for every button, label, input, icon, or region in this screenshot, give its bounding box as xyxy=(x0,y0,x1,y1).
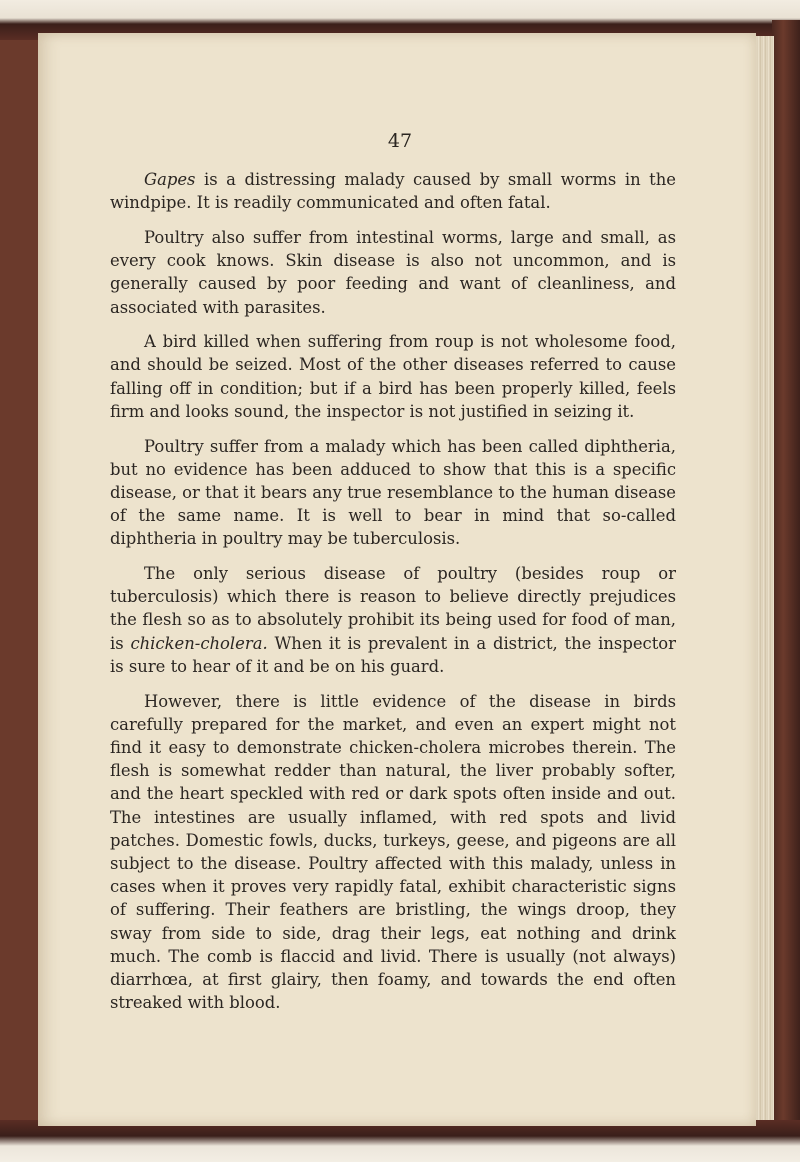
term-gapes: Gapes xyxy=(144,170,196,189)
paragraph-symptoms: However, there is little evidence of the disease in birds carefully prepared for the market, and even an expert might not find it easy to demonstrate chicken-cholera microbes therein. The flesh is somewhat redder than natural, the liver probably softer, and the heart speckled with red or dark spots often inside and out. The intestines are usually inflamed, with red spots and livid patches. Domestic fowls, ducks, turkeys, geese, and pigeons are all subject to the disease. Poultry affected with this malady, unless in cases when it proves very rapidly fatal, exhibit characteristic signs of suffering. Their feathers are bristling, the wings droop, they sway from side to side, drag their legs, eat nothing and drink much. The comb is flaccid and livid. There is usually (not always) diarrhœa, at first glairy, then foamy, and towards the end often streaked with blood. xyxy=(110,691,676,1013)
paragraph-intestinal-worms: Poultry also suffer from intestinal worms, large and small, as every cook knows. Skin disease is also not uncommon, and is generally caused by poor feeding and want of cleanliness, and associated with parasites. xyxy=(110,227,676,317)
paragraph-roup: A bird killed when suffering from roup is not wholesome food, and should be seized. Most of the other diseases referred to cause falling off in condition; but if a bird has been properly killed, feels firm and looks sound, the inspector is not justified in seizing it. xyxy=(110,332,676,421)
cover-board-bottom xyxy=(0,1120,800,1162)
paragraph-diphtheria: Poultry suffer from a malady which has been called diphtheria, but no evidence has been adduced to show that this is a specific disease, or that it bears any true resemblance to the human disease of the same name. It is well to bear in mind that so-called diphtheria in poultry may be tuberculosis. xyxy=(110,436,676,549)
term-chicken-cholera: chicken-cholera. xyxy=(130,633,268,653)
paragraph-chicken-cholera: The only serious disease of poultry (besides roup or tuberculosis) which there is reason to believe directly prejudices the flesh so as to absolutely prohibit its being used for food of man, is chicken-cholera. When it is prevalent in a district, the inspector is sure to hear of it and be on his guard. xyxy=(110,564,676,676)
body-text xyxy=(110,168,676,1026)
paragraph-gapes: Gapes is a distressing malady caused by small worms in the windpipe. It is readily communicated and often fatal. xyxy=(110,170,676,213)
cover-board-right xyxy=(772,20,800,1140)
page-number: 47 xyxy=(387,130,413,152)
